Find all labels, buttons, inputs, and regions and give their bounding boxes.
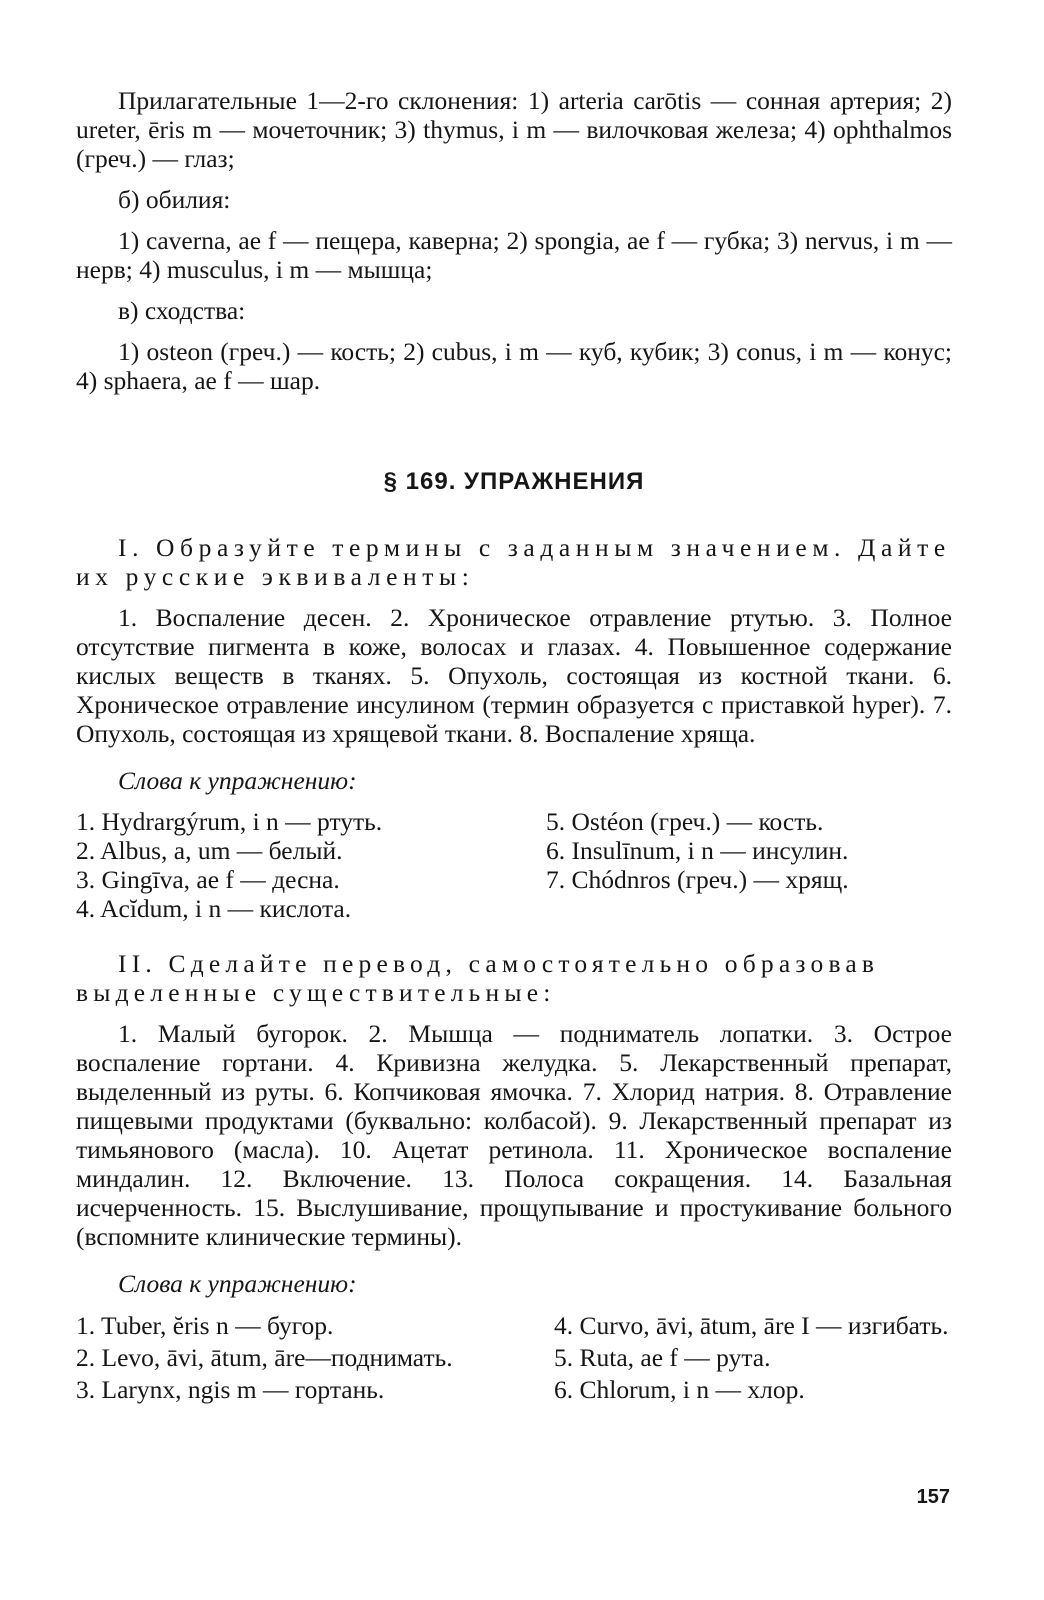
similarity-label: в) сходства: bbox=[118, 296, 246, 325]
exercise-1-body: 1. Воспаление десен. 2. Хроническое отравление ртутью. 3. Полное отсутствие пигмента в коже, волосах и глазах. 4. Повышенное содержание кислых веществ в тканях. 5. Опухоль, состоящая из костной ткани. 6. Хроническое отравление инсулином (термин образуется с приставкой hyper). 7. Опухоль, состоящая из хрящевой ткани. 8. Воспаление хряща. bbox=[76, 603, 952, 748]
word-item: 1. Hydrargýrum, i n — ртуть. bbox=[76, 807, 383, 836]
word-item: 2. Albus, a, um — белый. bbox=[76, 836, 343, 865]
word-item: 5. Ostéon (греч.) — кость. bbox=[546, 807, 824, 836]
exercise-1-words-title: Слова к упражнению: bbox=[118, 766, 357, 795]
exercise-2-heading: II. Сделайте перевод, самостоятельно образовав выделенные существительные: bbox=[76, 949, 880, 1007]
adjectives-paragraph: Прилагательные 1—2-го склонения: 1) arteria carōtis — сонная артерия; 2) ureter, ēris m — мочеточник; 3) thymus, i m — вилочковая железа; 4) ophthalmos (греч.) — глаз; bbox=[76, 86, 952, 173]
word-item: 2. Levo, āvi, ātum, āre—поднимать. bbox=[76, 1343, 453, 1372]
book-page bbox=[76, 86, 952, 1408]
abundance-label: б) обилия: bbox=[118, 185, 231, 214]
section-title: § 169. УПРАЖНЕНИЯ bbox=[383, 468, 645, 495]
word-item: 1. Tuber, ĕris n — бугор. bbox=[76, 1311, 334, 1340]
abundance-paragraph: 1) caverna, ae f — пещера, каверна; 2) spongia, ae f — губка; 3) nervus, i m — нерв; 4) musculus, i m — мышца; bbox=[76, 226, 952, 284]
exercise-1-words-right bbox=[546, 807, 952, 923]
page-number: 157 bbox=[916, 1486, 950, 1508]
exercise-1-words-left bbox=[76, 807, 546, 923]
exercise-2-words-right bbox=[554, 1312, 952, 1408]
exercise-2-body: 1. Малый бугорок. 2. Мышца — подниматель лопатки. 3. Острое воспаление гортани. 4. Кривизна желудка. 5. Лекарственный препарат, выделенный из руты. 6. Копчиковая ямочка. 7. Хлорид натрия. 8. Отравление пищевыми продуктами (буквально: колбасой). 9. Лекарственный препарат из тимьянового (масла). 10. Ацетат ретинола. 11. Хроническое воспаление миндалин. 12. Включение. 13. Полоса сокращения. 14. Базальная исчерченность. 15. Выслушивание, прощупывание и простукивание больного (вспомните клинические термины). bbox=[76, 1019, 952, 1251]
exercise-1-heading: I. Образуйте термины с заданным значением. Дайте их русские эквиваленты: bbox=[76, 533, 951, 591]
word-item: 4. Acĭdum, i n — кислота. bbox=[76, 894, 352, 923]
similarity-paragraph: 1) osteon (греч.) — кость; 2) cubus, i m — куб, кубик; 3) conus, i m — конус; 4) sphaera, ae f — шар. bbox=[76, 337, 952, 395]
exercise-2-words-left bbox=[76, 1312, 554, 1408]
word-item: 3. Gingīva, ae f — десна. bbox=[76, 865, 340, 894]
exercise-2-words-title: Слова к упражнению: bbox=[118, 1269, 357, 1298]
word-item: 4. Curvo, āvi, ātum, āre I — изгибать. bbox=[554, 1311, 949, 1340]
word-item: 7. Chódnros (греч.) — хрящ. bbox=[546, 865, 849, 894]
word-item: 6. Insulīnum, i n — инсулин. bbox=[546, 836, 849, 865]
exercise-1-words bbox=[76, 807, 952, 923]
word-item: 6. Chlorum, i n — хлор. bbox=[554, 1375, 805, 1404]
word-item: 3. Larynx, ngis m — гортань. bbox=[76, 1375, 385, 1404]
word-item: 5. Ruta, ae f — рута. bbox=[554, 1343, 771, 1372]
exercise-2-words bbox=[76, 1312, 952, 1408]
